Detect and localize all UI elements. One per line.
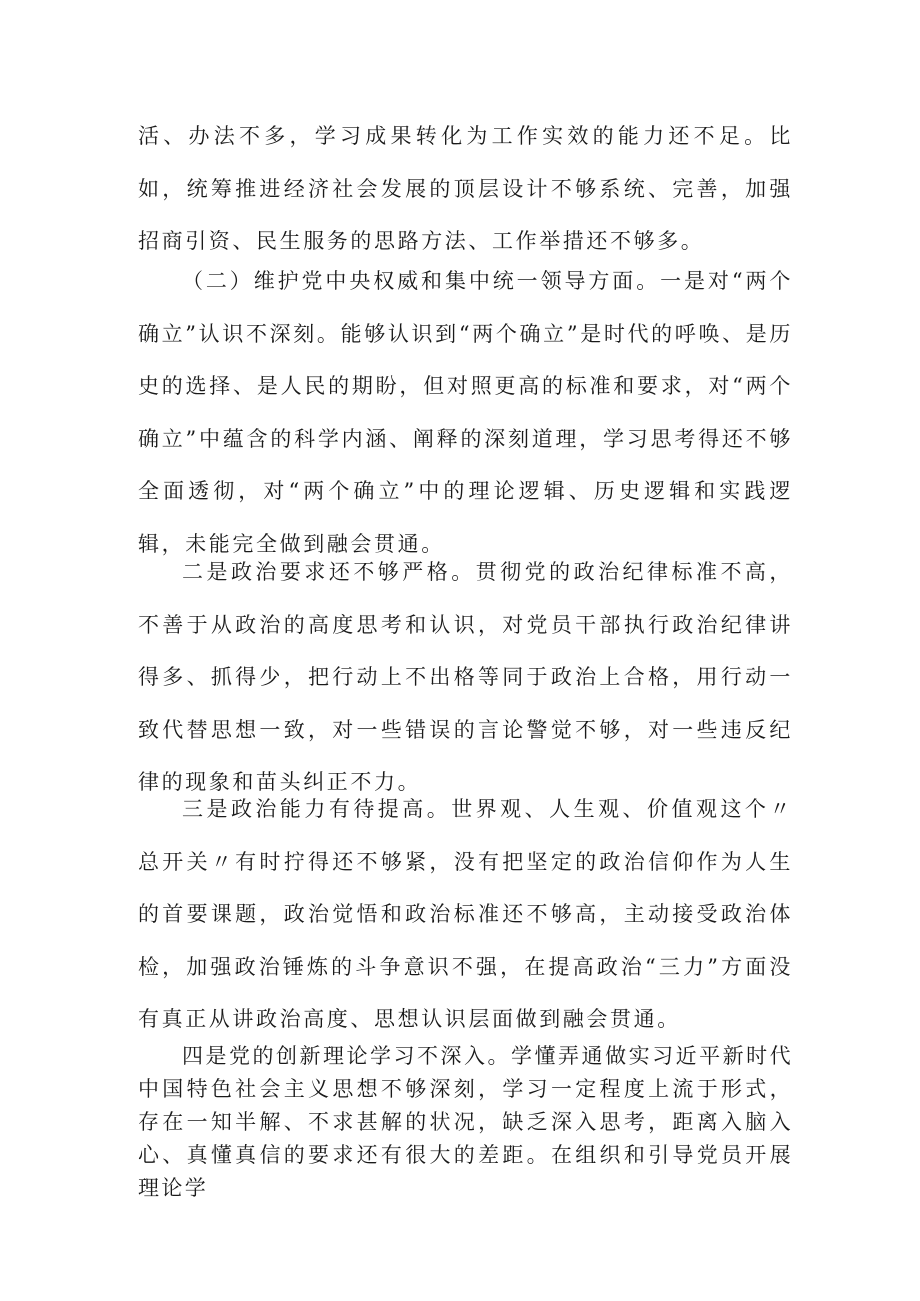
paragraph-continuation: 活、办法不多，学习成果转化为工作实效的能力还不足。比如，统筹推进经济社会发展的顶层设计不够系统、完善，加强招商引资、民生服务的思路方法、工作举措还不够多。 [138, 124, 793, 253]
paragraph-point-two: 二是政治要求还不够严格。贯彻党的政治纪律标准不高，不善于从政治的高度思考和认识，对党员干部执行政治纪律讲得多、抓得少，把行动上不出格等同于政治上合格，用行动一致代替思想一致，对一些错误的言论警觉不够，对一些违反纪律的现象和苗头纠正不力。 [138, 560, 793, 794]
paragraph-section-two: （二）维护党中央权威和集中统一领导方面。一是对“两个确立”认识不深刻。能够认识到“两个确立”是时代的呼唤、是历史的选择、是人民的期盼，但对照更高的标准和要求，对“两个确立”中蕴含的科学内涵、阐释的深刻道理，学习思考得还不够全面透彻，对“两个确立”中的理论逻辑、历史逻辑和实践逻辑，未能完全做到融会贯通。 [138, 269, 793, 556]
paragraph-point-three: 三是政治能力有待提高。世界观、人生观、价值观这个〃总开关〃有时拧得还不够紧，没有把坚定的政治信仰作为人生的首要课题，政治觉悟和政治标准还不够高，主动接受政治体检，加强政治锤炼的斗争意识不强，在提高政治“三力”方面没有真正从讲政治高度、思想认识层面做到融会贯通。 [138, 797, 793, 1031]
paragraph-point-four: 四是党的创新理论学习不深入。学懂弄通做实习近平新时代中国特色社会主义思想不够深刻，学习一定程度上流于形式，存在一知半解、不求甚解的状况，缺乏深入思考，距离入脑入心、真懂真信的要求还有很大的差距。在组织和引导党员开展理论学 [138, 1044, 793, 1200]
